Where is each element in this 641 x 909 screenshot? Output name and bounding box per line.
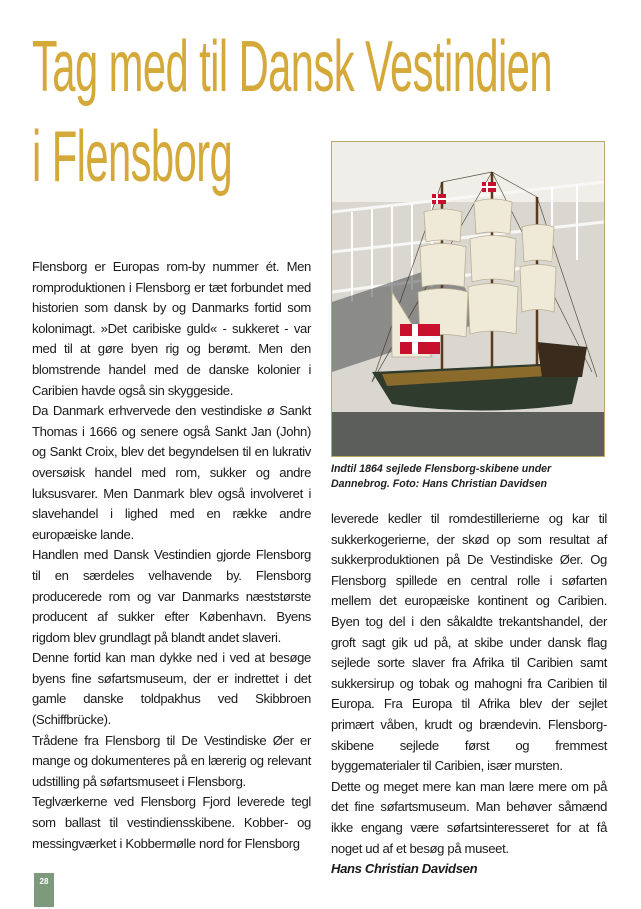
paragraph: Denne fortid kan man dykke ned i ved at besøge byens fine søfartsmuseum, der er indrettet i det gamle danske toldpakhus ved Skibbroen (Schiffbrücke). bbox=[32, 650, 311, 728]
left-column bbox=[32, 257, 311, 854]
page-number: 28 bbox=[34, 873, 54, 907]
paragraph: Da Danmark erhvervede den vestindiske ø Sankt Thomas i 1666 og senere også Sankt Jan (John) og Sankt Croix, blev det begyndelsen til en lukrativ oversøisk handel med rom, sukker og andre luksusvarer. Men Danmark blev også involveret i slavehandel i lighed med en række andre europæiske lande. bbox=[32, 403, 311, 542]
paragraph: leverede kedler til romdestillerierne og kar til sukkerkogerierne, der skød op som resultat af sukkerproduktionen på De Vestindiske Øer. Og Flensborg spillede en central rolle i søfarten mellem det europæiske kontinent og Caribien. Byen tog del i den såkaldte trekantshandel, der groft sagt gik ud på, at skibe under dansk flag sejlede sorte slaver fra Afrika til Caribien samt sukkersirup og tobak og mahogni fra Caribien til Europa. Fra Europa til Afrika blev der sejlet primært våben, krudt og brændevin. Flensborg-skibene sejlede først og fremmest byggematerialer til Caribien, især mursten. bbox=[331, 511, 607, 774]
paragraph: Flensborg er Europas rom-by nummer ét. Men romproduktionen i Flensborg er tæt forbundet med historien som dansk by og Danmarks fortid som kolonimagt. »Det caribiske guld« - sukkeret - var med til at gøre byen rig og berømt. Men den blomstrende handel med de danske kolonier i Caribien havde også sin skyggeside. bbox=[32, 259, 311, 398]
paragraph: Dette og meget mere kan man lære mere om på det fine søfartsmuseum. Man behøver såmænd ikke engang være søfartsinteresseret for at få noget ud af et besøg på museet. bbox=[331, 778, 607, 856]
author-signature: Hans Christian Davidsen bbox=[331, 861, 478, 877]
ship-model-photo bbox=[331, 141, 605, 457]
right-column bbox=[331, 509, 607, 880]
danish-flag-stern bbox=[400, 324, 440, 354]
paragraph: Handlen med Dansk Vestindien gjorde Flensborg til en særdeles velhavende by. Flensborg producerede rom og var Danmarks næststørste producent af sukker efter København. Byens rigdom blev grundlagt på blandt andet slaveri. bbox=[32, 547, 311, 645]
title-line-1: Tag med til Dansk Vestindien bbox=[32, 27, 552, 107]
paragraph: Teglværkerne ved Flensborg Fjord leverede tegl som ballast til vestindiensskibene. Kobber- og messingværket i Kobbermølle nord for Flensborg bbox=[32, 794, 311, 851]
paragraph: Trådene fra Flensborg til De Vestindiske Øer er mange og dokumenteres på en lærerig og relevant udstilling på søfartsmuseet i Flensborg. bbox=[32, 732, 311, 789]
photo-caption: Indtil 1864 sejlede Flensborg-skibene under Dannebrog. Foto: Hans Christian Davidsen bbox=[331, 463, 552, 490]
title-line-2: i Flensborg bbox=[32, 117, 233, 197]
